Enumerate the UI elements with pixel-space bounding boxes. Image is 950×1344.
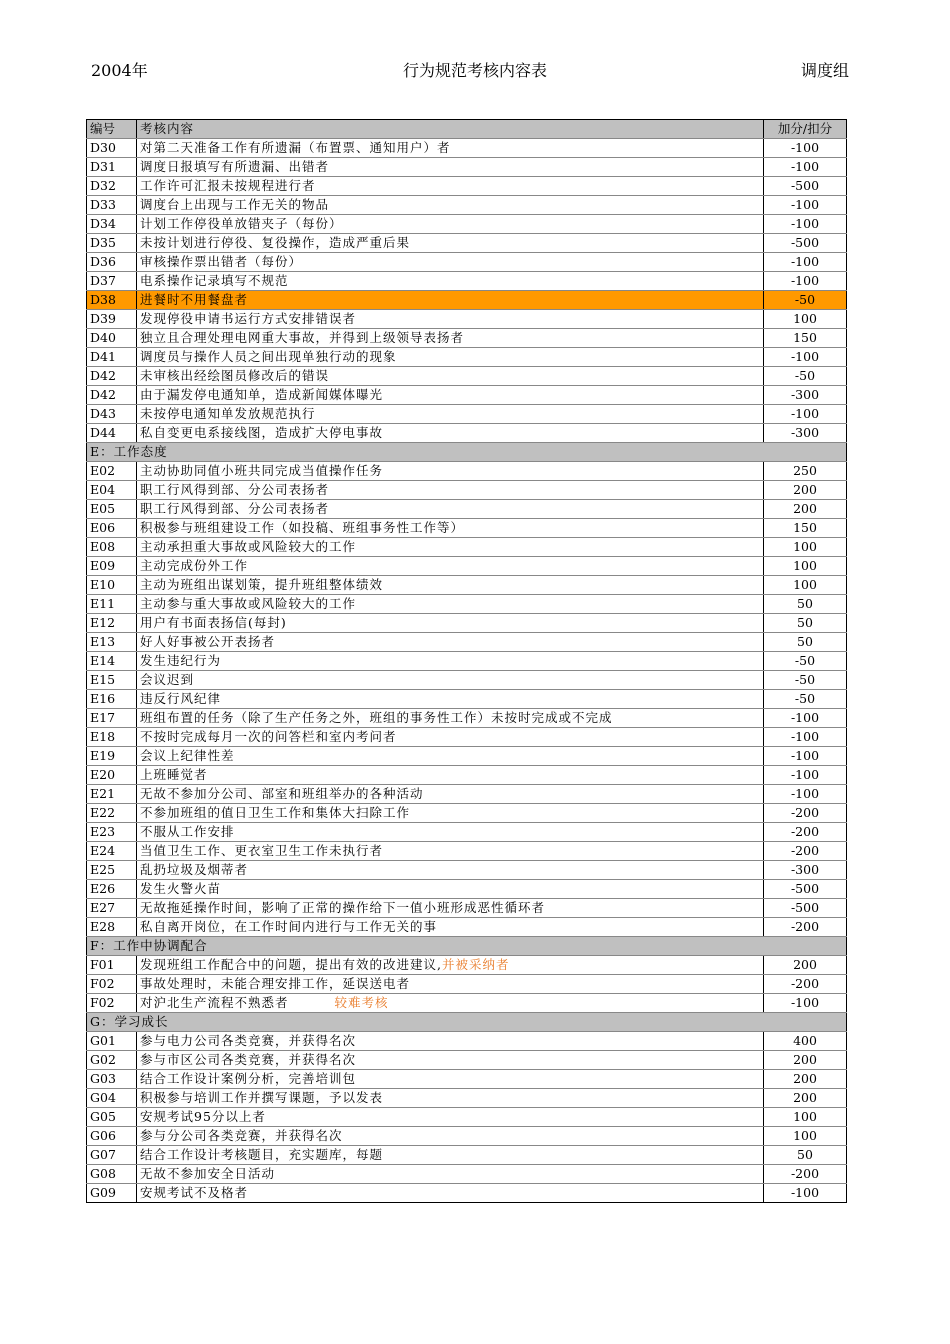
row-content-text: 对第二天准备工作有所遗漏（布置票、通知用户）者 — [140, 140, 451, 155]
row-code: E27 — [87, 899, 137, 918]
header-group: 调度组 — [800, 61, 849, 80]
row-content-text: 班组布置的任务（除了生产任务之外，班组的事务性工作）未按时完成或不完成 — [140, 710, 613, 725]
table-row — [87, 766, 847, 785]
row-content-text: 计划工作停役单放错夹子（每份） — [140, 216, 343, 231]
row-code: E08 — [87, 538, 137, 557]
row-score: 200 — [764, 1089, 847, 1108]
row-content — [137, 690, 764, 709]
row-content-text: 发生火警火苗 — [140, 881, 222, 896]
row-content — [137, 1146, 764, 1165]
row-content — [137, 595, 764, 614]
row-content — [137, 766, 764, 785]
table-row — [87, 956, 847, 975]
row-score: 200 — [764, 956, 847, 975]
row-content — [137, 538, 764, 557]
table-row — [87, 538, 847, 557]
row-score: -50 — [764, 690, 847, 709]
row-score: 150 — [764, 519, 847, 538]
row-content-text: 进餐时不用餐盘者 — [140, 292, 249, 307]
row-content-text: 结合工作设计案例分析，完善培训包 — [140, 1071, 357, 1086]
row-content — [137, 1070, 764, 1089]
row-score: -100 — [764, 994, 847, 1013]
row-score: -100 — [764, 272, 847, 291]
row-code: D43 — [87, 405, 137, 424]
column-header-score: 加分/扣分 — [764, 120, 847, 139]
row-content — [137, 861, 764, 880]
table-row — [87, 1032, 847, 1051]
row-score: -100 — [764, 1184, 847, 1203]
row-content-text: 安规考试不及格者 — [140, 1185, 249, 1200]
table-row — [87, 633, 847, 652]
row-score: -100 — [764, 348, 847, 367]
row-content-text: 结合工作设计考核题目，充实题库，每题 — [140, 1147, 384, 1162]
row-score: -100 — [764, 766, 847, 785]
row-score: -100 — [764, 253, 847, 272]
row-content — [137, 956, 764, 975]
row-code: G03 — [87, 1070, 137, 1089]
row-code: D30 — [87, 139, 137, 158]
row-score: -100 — [764, 747, 847, 766]
row-score: -50 — [764, 671, 847, 690]
row-content — [137, 481, 764, 500]
row-content — [137, 462, 764, 481]
table-row — [87, 1127, 847, 1146]
table-row — [87, 177, 847, 196]
row-content-text: 未按计划进行停役、复役操作，造成严重后果 — [140, 235, 411, 250]
row-code: D42 — [87, 386, 137, 405]
row-code: D31 — [87, 158, 137, 177]
row-content-text: 上班睡觉者 — [140, 767, 208, 782]
table-row — [87, 348, 847, 367]
row-content-text: 事故处理时，未能合理安排工作，延误送电者 — [140, 976, 411, 991]
row-code: G04 — [87, 1089, 137, 1108]
row-code: E28 — [87, 918, 137, 937]
row-content — [137, 823, 764, 842]
row-content-text: 私自变更电系接线图，造成扩大停电事故 — [140, 425, 384, 440]
row-content-text: 私自离开岗位，在工作时间内进行与工作无关的事 — [140, 919, 438, 934]
row-score: -50 — [764, 367, 847, 386]
table-row — [87, 918, 847, 937]
row-content — [137, 804, 764, 823]
row-code: D35 — [87, 234, 137, 253]
row-content-text: 主动完成份外工作 — [140, 558, 249, 573]
row-code: D39 — [87, 310, 137, 329]
table-row — [87, 1070, 847, 1089]
row-content-text: 积极参与培训工作并撰写课题，予以发表 — [140, 1090, 384, 1105]
row-note: 并被采纳者 — [441, 957, 510, 972]
row-content-text: 调度台上出现与工作无关的物品 — [140, 197, 330, 212]
row-content — [137, 500, 764, 519]
row-content-text: 电系操作记录填写不规范 — [140, 273, 289, 288]
table-row — [87, 405, 847, 424]
row-content — [137, 1127, 764, 1146]
row-content — [137, 367, 764, 386]
row-content-text: 参与电力公司各类竞赛，并获得名次 — [140, 1033, 357, 1048]
row-content — [137, 899, 764, 918]
row-content-text: 独立且合理处理电网重大事故，并得到上级领导表扬者 — [140, 330, 465, 345]
assessment-table-body — [87, 120, 847, 1203]
row-score: 250 — [764, 462, 847, 481]
row-content — [137, 234, 764, 253]
row-content — [137, 614, 764, 633]
row-content — [137, 291, 764, 310]
row-code: G01 — [87, 1032, 137, 1051]
row-content-text: 不参加班组的值日卫生工作和集体大扫除工作 — [140, 805, 411, 820]
table-row — [87, 386, 847, 405]
row-score: -500 — [764, 234, 847, 253]
section-title: E：工作态度 — [87, 443, 847, 462]
row-score: 200 — [764, 1070, 847, 1089]
row-content-text: 由于漏发停电通知单，造成新闻媒体曝光 — [140, 387, 384, 402]
row-code: D33 — [87, 196, 137, 215]
row-score: 50 — [764, 595, 847, 614]
row-score: -300 — [764, 386, 847, 405]
row-content — [137, 842, 764, 861]
row-code: E18 — [87, 728, 137, 747]
table-row — [87, 139, 847, 158]
row-content — [137, 880, 764, 899]
row-content-text: 参与市区公司各类竞赛，并获得名次 — [140, 1052, 357, 1067]
table-row — [87, 500, 847, 519]
row-code: D44 — [87, 424, 137, 443]
table-header-row — [87, 120, 847, 139]
table-row — [87, 785, 847, 804]
row-code: E20 — [87, 766, 137, 785]
row-score: 50 — [764, 614, 847, 633]
row-score: -200 — [764, 842, 847, 861]
row-code: E17 — [87, 709, 137, 728]
table-row — [87, 481, 847, 500]
row-code: G07 — [87, 1146, 137, 1165]
table-row — [87, 975, 847, 994]
row-score: -200 — [764, 804, 847, 823]
row-content-text: 主动承担重大事故或风险较大的工作 — [140, 539, 357, 554]
row-content — [137, 519, 764, 538]
column-header-content: 考核内容 — [137, 120, 764, 139]
row-score: -100 — [764, 158, 847, 177]
table-row — [87, 576, 847, 595]
row-code: G06 — [87, 1127, 137, 1146]
row-content — [137, 633, 764, 652]
row-score: -100 — [764, 405, 847, 424]
table-row — [87, 272, 847, 291]
row-code: E16 — [87, 690, 137, 709]
row-content — [137, 348, 764, 367]
row-score: -300 — [764, 861, 847, 880]
table-row — [87, 652, 847, 671]
row-code: E09 — [87, 557, 137, 576]
row-code: E02 — [87, 462, 137, 481]
table-row — [87, 595, 847, 614]
row-score: -500 — [764, 899, 847, 918]
row-content-text: 职工行风得到部、分公司表扬者 — [140, 482, 330, 497]
row-content — [137, 158, 764, 177]
row-code: E26 — [87, 880, 137, 899]
table-row — [87, 158, 847, 177]
row-content — [137, 272, 764, 291]
table-row — [87, 747, 847, 766]
row-note: 较难考核 — [334, 995, 389, 1010]
row-content-text: 发生违纪行为 — [140, 653, 222, 668]
table-row — [87, 823, 847, 842]
row-score: -100 — [764, 196, 847, 215]
table-row — [87, 880, 847, 899]
row-score: -100 — [764, 139, 847, 158]
row-code: D37 — [87, 272, 137, 291]
row-score: 100 — [764, 1127, 847, 1146]
row-content — [137, 785, 764, 804]
row-code: F02 — [87, 975, 137, 994]
row-content-text: 违反行风纪律 — [140, 691, 222, 706]
row-code: E22 — [87, 804, 137, 823]
row-content — [137, 177, 764, 196]
row-code: D32 — [87, 177, 137, 196]
row-content-text: 主动参与重大事故或风险较大的工作 — [140, 596, 357, 611]
row-score: 50 — [764, 1146, 847, 1165]
table-row — [87, 557, 847, 576]
row-content — [137, 652, 764, 671]
row-content-text: 不按时完成每月一次的问答栏和室内考问者 — [140, 729, 397, 744]
table-row — [87, 196, 847, 215]
row-score: 100 — [764, 310, 847, 329]
row-code: F02 — [87, 994, 137, 1013]
row-content-text: 乱扔垃圾及烟蒂者 — [140, 862, 249, 877]
table-row — [87, 842, 847, 861]
row-code: D40 — [87, 329, 137, 348]
row-content-text: 用户有书面表扬信(每封) — [140, 615, 287, 630]
row-score: 100 — [764, 1108, 847, 1127]
row-content-text: 工作许可汇报未按规程进行者 — [140, 178, 316, 193]
row-content-text: 无故不参加安全日活动 — [140, 1166, 276, 1181]
row-score: 100 — [764, 576, 847, 595]
row-code: E14 — [87, 652, 137, 671]
row-content-text: 会议上纪律性差 — [140, 748, 235, 763]
table-row — [87, 671, 847, 690]
row-score: -50 — [764, 291, 847, 310]
row-content-text: 参与分公司各类竞赛，并获得名次 — [140, 1128, 343, 1143]
section-header-row — [87, 443, 847, 462]
table-row — [87, 519, 847, 538]
row-score: -50 — [764, 652, 847, 671]
column-header-code: 编号 — [87, 120, 137, 139]
row-score: -100 — [764, 709, 847, 728]
row-score: 200 — [764, 481, 847, 500]
row-content — [137, 557, 764, 576]
row-content — [137, 310, 764, 329]
row-code: D36 — [87, 253, 137, 272]
row-code: D34 — [87, 215, 137, 234]
row-score: 50 — [764, 633, 847, 652]
row-content-text: 无故拖延操作时间，影响了正常的操作给下一值小班形成恶性循环者 — [140, 900, 546, 915]
table-row — [87, 804, 847, 823]
row-content — [137, 405, 764, 424]
row-content-text: 好人好事被公开表扬者 — [140, 634, 276, 649]
row-content-text: 主动为班组出谋划策，提升班组整体绩效 — [140, 577, 384, 592]
row-content-text: 发现停役申请书运行方式安排错误者 — [140, 311, 357, 326]
row-content-text: 职工行风得到部、分公司表扬者 — [140, 501, 330, 516]
row-code: F01 — [87, 956, 137, 975]
row-content — [137, 1108, 764, 1127]
row-code: G09 — [87, 1184, 137, 1203]
section-header-row — [87, 1013, 847, 1032]
row-score: -200 — [764, 1165, 847, 1184]
row-code: E19 — [87, 747, 137, 766]
row-code: E05 — [87, 500, 137, 519]
row-content — [137, 196, 764, 215]
table-row — [87, 291, 847, 310]
row-content-text: 会议迟到 — [140, 672, 195, 687]
row-score: -100 — [764, 728, 847, 747]
row-content — [137, 253, 764, 272]
row-content — [137, 139, 764, 158]
row-score: -500 — [764, 177, 847, 196]
row-score: 400 — [764, 1032, 847, 1051]
row-score: 100 — [764, 557, 847, 576]
table-row — [87, 994, 847, 1013]
section-header-row — [87, 937, 847, 956]
row-content — [137, 709, 764, 728]
table-row — [87, 367, 847, 386]
row-code: E13 — [87, 633, 137, 652]
row-content — [137, 918, 764, 937]
row-score: -200 — [764, 918, 847, 937]
row-content-text: 不服从工作安排 — [140, 824, 235, 839]
row-content — [137, 728, 764, 747]
row-content-text: 积极参与班组建设工作（如投稿、班组事务性工作等） — [140, 520, 465, 535]
table-row — [87, 253, 847, 272]
row-score: -500 — [764, 880, 847, 899]
row-code: D42 — [87, 367, 137, 386]
row-content — [137, 1051, 764, 1070]
row-content-text: 调度日报填写有所遗漏、出错者 — [140, 159, 330, 174]
row-content-text: 未按停电通知单发放规范执行 — [140, 406, 316, 421]
row-score: -200 — [764, 975, 847, 994]
table-row — [87, 424, 847, 443]
table-row — [87, 329, 847, 348]
row-code: G05 — [87, 1108, 137, 1127]
row-score: -100 — [764, 785, 847, 804]
table-row — [87, 728, 847, 747]
row-content-text: 审核操作票出错者（每份） — [140, 254, 303, 269]
row-content — [137, 747, 764, 766]
table-row — [87, 690, 847, 709]
row-code: E10 — [87, 576, 137, 595]
row-score: -100 — [764, 215, 847, 234]
row-content-text: 发现班组工作配合中的问题，提出有效的改进建议, — [140, 957, 442, 972]
table-row — [87, 310, 847, 329]
table-row — [87, 1089, 847, 1108]
row-content-text: 对沪北生产流程不熟悉者 — [140, 995, 289, 1010]
row-content — [137, 975, 764, 994]
row-code: E12 — [87, 614, 137, 633]
row-score: 100 — [764, 538, 847, 557]
row-code: G02 — [87, 1051, 137, 1070]
table-row — [87, 614, 847, 633]
row-code: E25 — [87, 861, 137, 880]
row-code: E11 — [87, 595, 137, 614]
row-code: D38 — [87, 291, 137, 310]
table-row — [87, 1051, 847, 1070]
row-content — [137, 1089, 764, 1108]
row-content-text: 当值卫生工作、更衣室卫生工作未执行者 — [140, 843, 384, 858]
row-content-text: 安规考试95分以上者 — [140, 1109, 266, 1124]
row-content — [137, 994, 764, 1013]
row-score: 150 — [764, 329, 847, 348]
row-content — [137, 215, 764, 234]
row-content-text: 主动协助同值小班共同完成当值操作任务 — [140, 463, 384, 478]
table-row — [87, 215, 847, 234]
row-content-text: 无故不参加分公司、部室和班组举办的各种活动 — [140, 786, 424, 801]
assessment-table — [86, 119, 847, 1203]
page-title: 行为规范考核内容表 — [402, 61, 547, 80]
row-content — [137, 386, 764, 405]
header-year: 2004年 — [91, 61, 148, 80]
table-row — [87, 709, 847, 728]
section-title: G：学习成长 — [87, 1013, 847, 1032]
row-code: E24 — [87, 842, 137, 861]
row-score: -200 — [764, 823, 847, 842]
row-code: D41 — [87, 348, 137, 367]
row-content — [137, 1184, 764, 1203]
row-code: E23 — [87, 823, 137, 842]
row-score: 200 — [764, 1051, 847, 1070]
table-row — [87, 1108, 847, 1127]
table-row — [87, 1146, 847, 1165]
table-row — [87, 899, 847, 918]
row-content — [137, 424, 764, 443]
table-row — [87, 462, 847, 481]
row-content — [137, 1032, 764, 1051]
table-row — [87, 861, 847, 880]
table-row — [87, 1165, 847, 1184]
row-score: -300 — [764, 424, 847, 443]
row-code: G08 — [87, 1165, 137, 1184]
row-content — [137, 671, 764, 690]
row-code: E21 — [87, 785, 137, 804]
section-title: F：工作中协调配合 — [87, 937, 847, 956]
row-score: 200 — [764, 500, 847, 519]
row-code: E06 — [87, 519, 137, 538]
row-content-text: 调度员与操作人员之间出现单独行动的现象 — [140, 349, 397, 364]
table-row — [87, 1184, 847, 1203]
row-content — [137, 1165, 764, 1184]
table-row — [87, 234, 847, 253]
row-code: E04 — [87, 481, 137, 500]
row-content — [137, 576, 764, 595]
row-content-text: 未审核出经绘图员修改后的错误 — [140, 368, 330, 383]
row-code: E15 — [87, 671, 137, 690]
row-content — [137, 329, 764, 348]
